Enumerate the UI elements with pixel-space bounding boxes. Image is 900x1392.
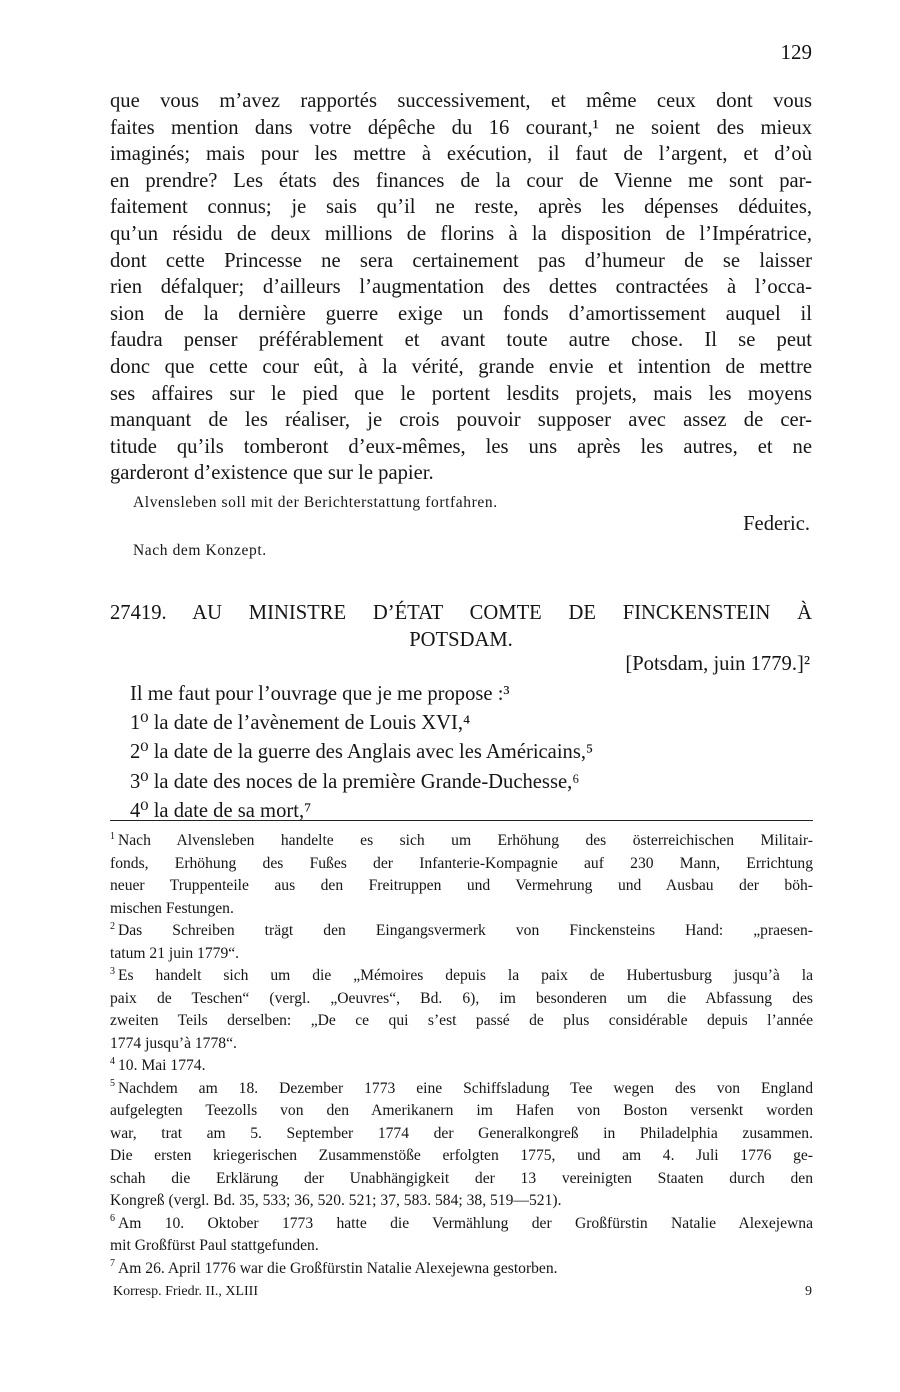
footnote (110, 965, 813, 1055)
list-item: Il me faut pour l’ouvrage que je me propose :³ (130, 683, 510, 705)
footnote (110, 1055, 813, 1078)
body-line: sion de la dernière guerre exige un fonds d’amortissement auquel il (110, 302, 812, 325)
heading-line-2: POTSDAM. (409, 629, 513, 651)
list-item: 4⁰ la date de sa mort,⁷ (130, 799, 312, 822)
footnote-divider (110, 820, 813, 821)
body-line: ses affaires sur le pied que le portent lesdits projets, mais les moyens (110, 382, 812, 405)
body-line: imaginés; mais pour les mettre à exécution, il faut de l’argent, et d’où (110, 143, 812, 166)
signature: Federic. (743, 513, 810, 535)
footnote-line: zweiten Teils derselben: „De ce qui s’est passé de plus considérable depuis l’année (110, 1012, 813, 1029)
footnote-line: fonds, Erhöhung des Fußes der Infanterie-Kompagnie auf 230 Mann, Errichtung (110, 854, 813, 872)
footnote-text: Es handelt sich um die „Mémoires depuis la paix de Hubertusburg jusqu’à la (118, 967, 813, 984)
footnote-line: mit Großfürst Paul stattgefunden. (110, 1237, 319, 1254)
letter-heading (110, 600, 812, 654)
list-item: 3⁰ la date des noces de la première Grande-Duchesse,⁶ (130, 770, 580, 793)
body-line: dont cette Princesse ne sera certainement pas d’humeur de se laisser (110, 249, 812, 272)
footnote-line (110, 920, 813, 943)
date-request-list (130, 680, 593, 826)
footnote-line: paix de Teschen“ (vergl. „Oeuvres“, Bd. 6), im besonderen um die Abfassung des (110, 989, 813, 1007)
footnote (110, 1078, 813, 1213)
body-line: faites mention dans votre dépêche du 16 courant,¹ ne soient des mieux (110, 116, 812, 139)
signature-mark: 9 (805, 1284, 812, 1299)
body-line: donc que cette cour eût, à la vérité, grande envie et intention de mettre (110, 355, 812, 378)
footnote-text: Am 10. Oktober 1773 hatte die Vermählung der Großfürstin Natalie Alexejewna (118, 1214, 813, 1232)
footnote-line (110, 1078, 813, 1101)
list-item: 1⁰ la date de l’avènement de Louis XVI,⁴ (130, 712, 471, 735)
body-line: garderont d’existence que sur le papier. (110, 462, 434, 485)
footnote-mark: 2 (110, 920, 115, 932)
footnote-line: tatum 21 juin 1779“. (110, 944, 240, 962)
list-item: 2⁰ la date de la guerre des Anglais avec les Américains,⁵ (130, 741, 594, 764)
footnote (110, 920, 813, 965)
body-line: rien défalquer; d’ailleurs l’augmentation des dettes contractées à l’occa- (110, 276, 812, 299)
footnote-line: war, trat am 5. September 1774 der Generalkongreß in Philadelphia zusammen. (110, 1124, 813, 1142)
summary-note: Alvensleben soll mit der Berichterstattung fortfahren. (133, 494, 498, 511)
body-line: que vous m’avez rapportés successivement, et même ceux dont vous (110, 90, 812, 112)
letter-body (110, 88, 812, 487)
footnote-line (110, 830, 813, 853)
body-line: faudra penser préférablement et avant toute autre chose. Il se peut (110, 329, 812, 352)
footnote-mark: 7 (110, 1258, 115, 1270)
running-footer-title: Korresp. Friedr. II., XLIII (113, 1284, 259, 1299)
dateline: [Potsdam, juin 1779.]² (625, 653, 810, 675)
footnote-mark: 1 (110, 830, 115, 842)
footnote (110, 1213, 813, 1258)
body-line: manquant de les réaliser, je crois pouvoir supposer avec assez de cer- (110, 409, 812, 432)
body-line: titude qu’ils tomberont d’eux-mêmes, les uns après les autres, et ne (110, 435, 812, 458)
footnote-line: Kongreß (vergl. Bd. 35, 533; 36, 520. 521; 37, 583. 584; 38, 519—521). (110, 1192, 562, 1209)
footnote-text: Nachdem am 18. Dezember 1773 eine Schiffsladung Tee wegen des von England (118, 1079, 813, 1097)
footnote-text: Das Schreiben trägt den Eingangsvermerk von Finckensteins Hand: „praesen- (118, 922, 813, 939)
footnote-text: 10. Mai 1774. (118, 1057, 206, 1074)
heading-line-1: 27419. AU MINISTRE D’ÉTAT COMTE DE FINCKENSTEIN À (110, 602, 812, 624)
footnote-mark: 5 (110, 1078, 115, 1090)
footnote-line: aufgelegten Teezolls von den Amerikanern im Hafen von Boston versenkt worden (110, 1102, 813, 1119)
body-line: faitement connus; je sais qu’il ne reste, après les dépenses déduites, (110, 196, 812, 219)
footnote-text: Am 26. April 1776 war die Großfürstin Natalie Alexejewna gestorben. (118, 1259, 558, 1277)
footnote-line: neuer Truppenteile aus den Freitruppen und Vermehrung und Ausbau der böh- (110, 877, 813, 894)
footnote-text: Nach Alvensleben handelte es sich um Erhöhung des österreichischen Militair- (118, 832, 813, 849)
footnote (110, 830, 813, 920)
footnote-line (110, 1055, 813, 1078)
footnotes (110, 830, 813, 1280)
body-line: qu’un résidu de deux millions de florins à la disposition de l’Impératrice, (110, 222, 812, 245)
source-note: Nach dem Konzept. (133, 542, 267, 559)
footnote-mark: 4 (110, 1055, 115, 1067)
footnote (110, 1258, 813, 1281)
footnote-line (110, 1258, 813, 1281)
footnote-line (110, 965, 813, 988)
footnote-mark: 6 (110, 1213, 115, 1225)
footnote-line (110, 1213, 813, 1236)
footnote-line: schah die Erklärung der Unabhängigkeit der 13 vereinigten Staaten durch den (110, 1169, 813, 1187)
body-line: en prendre? Les états des finances de la cour de Vienne me sont par- (110, 169, 812, 192)
footnote-line: 1774 jusqu’à 1778“. (110, 1034, 237, 1052)
footnote-mark: 3 (110, 965, 115, 977)
page-number: 129 (780, 40, 812, 64)
footnote-line: Die ersten kriegerischen Zusammenstöße erfolgten 1775, und am 4. Juli 1776 ge- (110, 1147, 813, 1164)
footnote-line: mischen Festungen. (110, 899, 234, 917)
